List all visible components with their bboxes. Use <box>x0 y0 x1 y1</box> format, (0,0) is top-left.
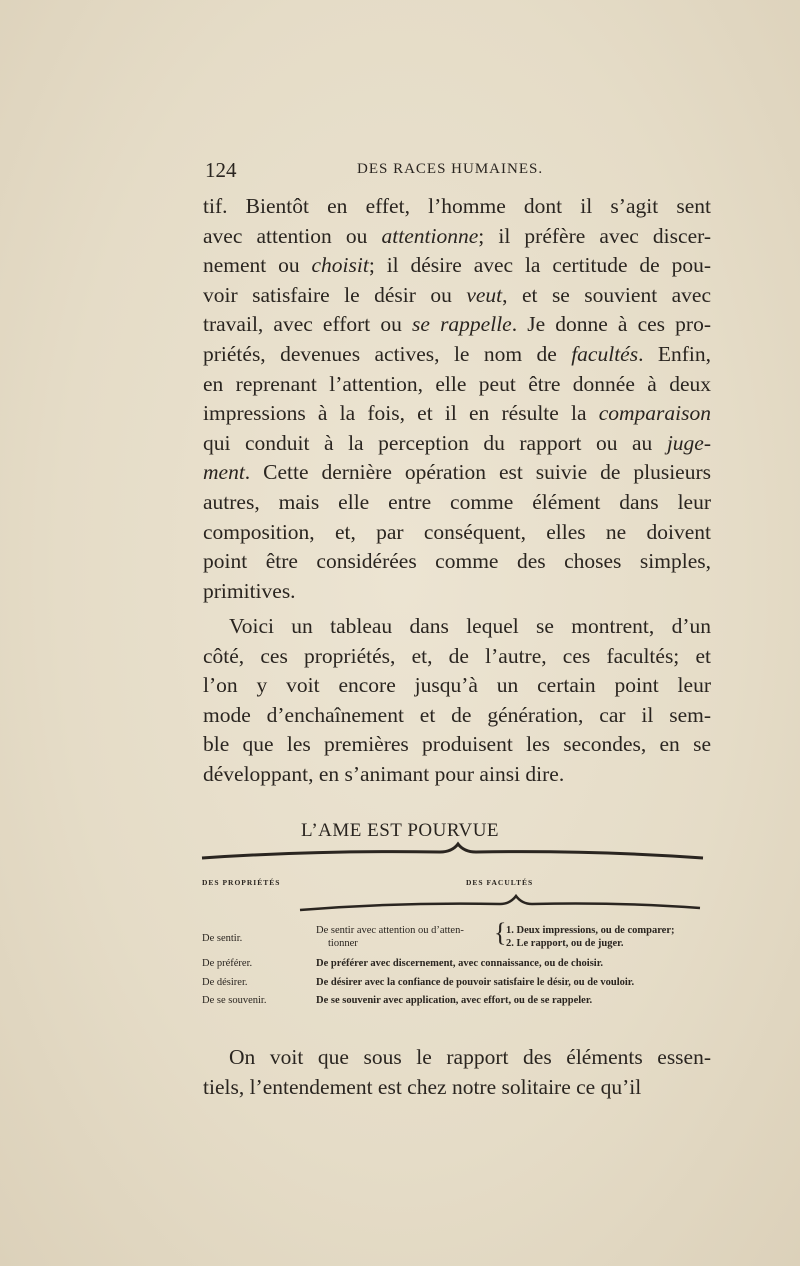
column-head-properties: DES PROPRIÉTÉS <box>202 878 281 887</box>
brace-glyph: { <box>494 918 507 947</box>
paragraph-1 <box>203 192 711 606</box>
text-line: développant, en s’animant pour ainsi dire. <box>203 761 565 786</box>
text-line: composition, et, par conséquent, elles ne doivent <box>203 519 711 544</box>
text-line: primitives. <box>203 578 296 603</box>
text-line: travail, avec effort ou se rappelle. Je donne à ces pro- <box>203 312 711 337</box>
column-head-faculties: DES FACULTÉS <box>466 878 534 887</box>
table-property-3: De désirer. <box>202 977 248 988</box>
text-line: point être considérées comme des choses simples, <box>203 549 711 574</box>
table-property-2: De préférer. <box>202 958 253 969</box>
table-sub-1: 1. Deux impressions, ou de comparer; <box>506 925 675 936</box>
text-line: en reprenant l’attention, elle peut être donnée à deux <box>203 371 711 396</box>
table-sub-2: 2. Le rapport, ou de juger. <box>506 938 624 949</box>
text-line: l’on y voit encore jusqu’à un certain point leur <box>203 673 711 698</box>
table-faculty-2: De préférer avec discernement, avec connaissance, ou de choisir. <box>316 958 604 969</box>
paragraph-3 <box>203 1043 711 1102</box>
text-line: tif. Bientôt en effet, l’homme dont il s’agit sent <box>203 194 711 218</box>
text-line: tiels, l’entendement est chez notre solitaire ce qu’il <box>203 1074 642 1099</box>
text-line: priétés, devenues actives, le nom de facultés. Enfin, <box>203 341 711 366</box>
page-header <box>205 158 710 182</box>
text-line: impressions à la fois, et il en résulte la comparaison <box>203 401 711 426</box>
table-faculty-3: De désirer avec la confiance de pouvoir satisfaire le désir, ou de vouloir. <box>316 977 635 988</box>
table-property-1: De sentir. <box>202 933 243 944</box>
table-title: L’AME EST POURVUE <box>300 820 500 841</box>
text-line: qui conduit à la perception du rapport ou au juge- <box>203 430 711 455</box>
text-line: ble que les premières produisent les secondes, en se <box>203 732 711 757</box>
text-line: autres, mais elle entre comme élément dans leur <box>203 489 711 514</box>
running-title: DES RACES HUMAINES. <box>357 161 544 177</box>
text-line: avec attention ou attentionne; il préfère avec discer- <box>203 223 711 248</box>
table-faculty-1b: tionner <box>328 938 358 949</box>
text-line: nement ou choisit; il désire avec la certitude de pou- <box>203 253 711 278</box>
page-number: 124 <box>205 158 237 182</box>
text-line: ment. Cette dernière opération est suivie de plusieurs <box>203 460 711 485</box>
text-line: voir satisfaire le désir ou veut, et se souvient avec <box>203 282 711 307</box>
text-line: côté, ces propriétés, et, de l’autre, ces facultés; et <box>203 643 711 668</box>
text-line: mode d’enchaînement et de génération, car il sem- <box>203 702 711 727</box>
table-faculty-1a: De sentir avec attention ou d’atten- <box>316 925 464 936</box>
table-faculty-4: De se souvenir avec application, avec effort, ou de se rappeler. <box>316 995 593 1006</box>
text-line: Voici un tableau dans lequel se montrent, d’un <box>229 614 711 638</box>
paragraph-2 <box>203 612 711 790</box>
table-property-4: De se souvenir. <box>202 995 267 1006</box>
text-line: On voit que sous le rapport des éléments essen- <box>229 1045 711 1069</box>
